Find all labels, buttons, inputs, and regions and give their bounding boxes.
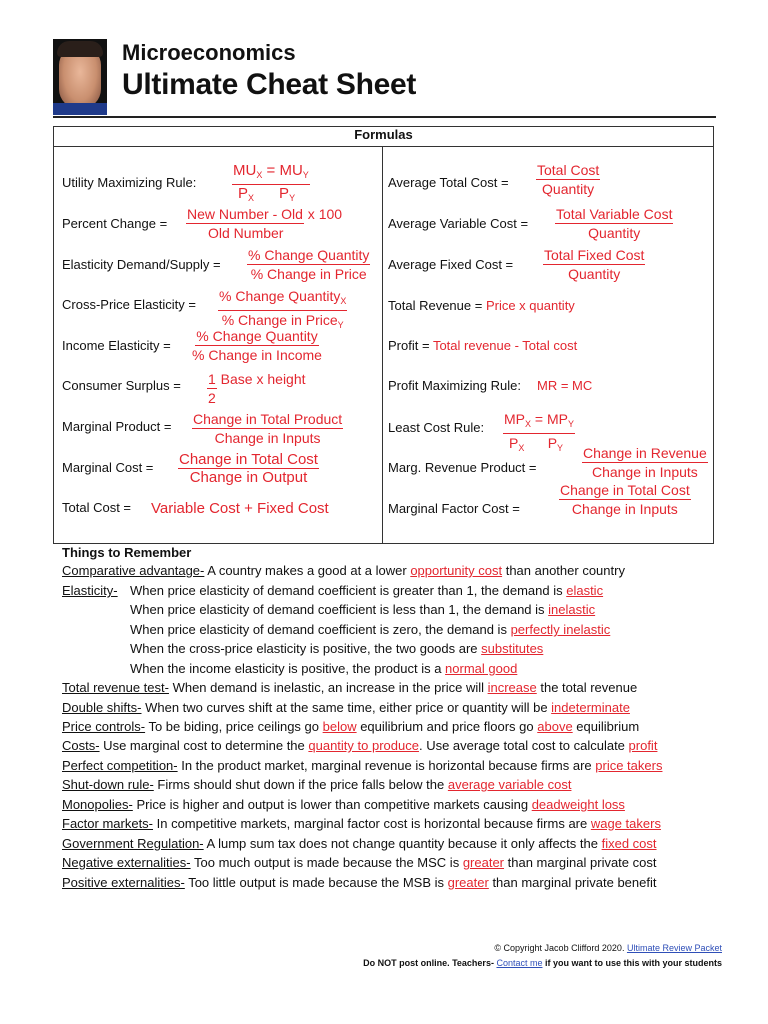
- remember-line: Positive externalities- Too little output is made because the MSB is greater than marginal private benefit: [62, 875, 657, 890]
- page-title: Ultimate Cheat Sheet: [122, 68, 417, 101]
- average-fixed-cost-formula: Total Fixed Cost Quantity: [544, 247, 645, 282]
- remember-line: Comparative advantage- A country makes a good at a lower opportunity cost than another country: [62, 563, 625, 578]
- formula-label: Total Cost =: [62, 500, 132, 515]
- formulas-divider: [53, 146, 714, 147]
- formulas-title: Formulas: [354, 127, 413, 142]
- mfc-formula: Change in Total Cost Change in Inputs: [560, 482, 690, 517]
- formula-label: Percent Change =: [62, 216, 168, 231]
- copyright-line: © Copyright Jacob Clifford 2020. Ultimate Review Packet: [494, 943, 722, 953]
- utility-rule-formula: $MU_X = MU_Y$ $P_X$ $P_Y$: [233, 162, 309, 203]
- remember-line: Price controls- To be biding, price ceilings go below equilibrium and price floors go above equilibrium: [62, 719, 640, 734]
- formula-label: Least Cost Rule:: [388, 420, 485, 435]
- remember-line: Costs- Use marginal cost to determine the quantity to produce. Use average total cost to calculate profit: [62, 738, 658, 753]
- elasticity-formula: % Change Quantity % Change in Price: [248, 247, 370, 282]
- notice-line: Do NOT post online. Teachers- Contact me if you want to use this with your students: [363, 958, 722, 968]
- formula-label: Marginal Product =: [62, 419, 172, 434]
- remember-line: Double shifts- When two curves shift at the same time, either price or quantity will be indeterminate: [62, 700, 630, 715]
- remember-line: When the income elasticity is positive, the product is a normal good: [130, 661, 518, 676]
- author-photo: [53, 39, 107, 115]
- formula-label: Marginal Factor Cost =: [388, 501, 520, 516]
- header-rule: [53, 116, 716, 118]
- remember-line: When the cross-price elasticity is positive, the two goods are substitutes: [130, 641, 544, 656]
- marginal-product-formula: Change in Total Product Change in Inputs: [193, 411, 343, 446]
- formula-label: Average Variable Cost =: [388, 216, 529, 231]
- remember-title: Things to Remember: [62, 545, 192, 560]
- remember-line: When price elasticity of demand coefficient is zero, the demand is perfectly inelastic: [130, 622, 611, 637]
- formula-label: Average Total Cost =: [388, 175, 509, 190]
- remember-line: Total revenue test- When demand is inelastic, an increase in the price will increase the total revenue: [62, 680, 638, 695]
- remember-line: Negative externalities- Too much output is made because the MSC is greater than marginal private cost: [62, 855, 657, 870]
- review-packet-link[interactable]: Ultimate Review Packet: [626, 943, 722, 953]
- profit-max-rule-formula: MR = MC: [537, 378, 593, 393]
- remember-line: Monopolies- Price is higher and output is lower than competitive markets causing deadweight loss: [62, 797, 625, 812]
- formula-label: Cross-Price Elasticity =: [62, 297, 196, 312]
- average-variable-cost-formula: Total Variable Cost Quantity: [556, 206, 673, 241]
- mrp-formula: Change in Revenue Change in Inputs: [583, 445, 707, 480]
- remember-line: When price elasticity of demand coefficient is greater than 1, the demand is elastic: [130, 583, 604, 598]
- formula-label: Utility Maximizing Rule:: [62, 175, 197, 190]
- remember-line: Government Regulation- A lump sum tax does not change quantity because it only affects the fixed cost: [62, 836, 657, 851]
- average-total-cost-formula: Total Cost Quantity: [537, 162, 600, 197]
- formula-label: Income Elasticity =: [62, 338, 171, 353]
- contact-link[interactable]: Contact me: [496, 958, 543, 968]
- remember-line: Factor markets- In competitive markets, marginal factor cost is horizontal because firms are wage takers: [62, 816, 661, 831]
- formula-label: Profit Maximizing Rule:: [388, 378, 521, 393]
- remember-line: Perfect competition- In the product market, marginal revenue is horizontal because firms are price takers: [62, 758, 663, 773]
- least-cost-rule-formula: $MP_X = MP_Y$ $P_X$ $P_Y$: [504, 411, 574, 453]
- percent-change-formula: New Number - Old x 100 Old Number: [187, 206, 343, 241]
- formulas-column-divider: [382, 146, 383, 543]
- marginal-cost-formula: Change in Total Cost Change in Output: [179, 451, 318, 486]
- formula-label: Marginal Cost =: [62, 460, 154, 475]
- formula-label: Marg. Revenue Product =: [388, 460, 537, 475]
- total-revenue-formula: Total Revenue = Price x quantity: [388, 298, 575, 313]
- remember-line: Elasticity-: [62, 583, 118, 598]
- subtitle: Microeconomics: [122, 40, 296, 65]
- remember-line: Shut-down rule- Firms should shut down if the price falls below the average variable cost: [62, 777, 572, 792]
- formula-label: Elasticity Demand/Supply =: [62, 257, 221, 272]
- formula-label: Consumer Surplus =: [62, 378, 181, 393]
- income-elasticity-formula: % Change Quantity % Change in Income: [192, 328, 322, 363]
- remember-line: When price elasticity of demand coefficient is less than 1, the demand is inelastic: [130, 602, 596, 617]
- total-cost-formula: Variable Cost + Fixed Cost: [151, 500, 329, 517]
- formula-label: Average Fixed Cost =: [388, 257, 514, 272]
- profit-formula: Profit = Total revenue - Total cost: [388, 338, 578, 353]
- cross-price-formula: % Change Quantity$_X$ % Change in Price$_Y$: [219, 288, 347, 330]
- consumer-surplus-formula: 1 Base x height 2: [208, 371, 306, 406]
